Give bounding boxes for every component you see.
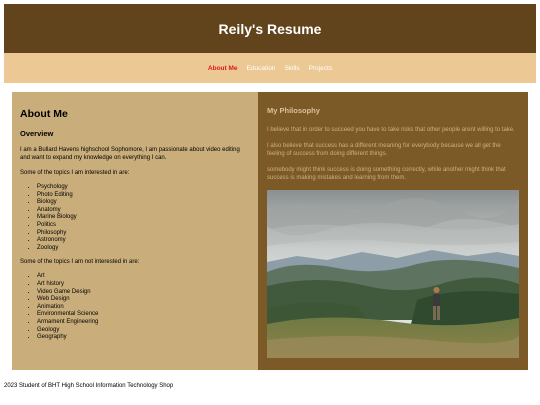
list-item: • Psychology — [37, 184, 250, 192]
list-item: • Animation — [37, 304, 250, 312]
overview-heading: Overview — [20, 129, 54, 138]
list-item: • Zoology — [37, 245, 250, 253]
list-item: • Biology — [37, 199, 250, 207]
footer-text: 2023 Student of BHT High School Information Technology Shop — [4, 383, 174, 389]
intro-text: I am a Bullard Havens highschool Sophomore, I am passionate about video editing and want to expand my knowledge on everything I can. — [20, 147, 240, 161]
nav-link-projects[interactable]: Projects — [308, 64, 333, 72]
philosophy-panel — [258, 92, 528, 370]
interested-list — [20, 184, 250, 252]
page-title: Reily's Resume — [218, 20, 322, 37]
list-item: • Philosophy — [37, 230, 250, 238]
list-item: • Geography — [37, 334, 250, 342]
philosophy-paragraph: I also believe that success has a different meaning for everybody because we all get the feeling of success from doing different things. — [267, 143, 501, 157]
philosophy-paragraph: somebody might think success is doing something correctly, while another might think that success is making mistakes and learning from them. — [267, 167, 506, 181]
not-interested-label: Some of the topics I am not interested in are: — [20, 259, 140, 266]
nav-link-about-me[interactable]: About Me — [207, 64, 238, 72]
philosophy-heading: My Philosophy — [267, 106, 320, 115]
list-item: • Art — [37, 273, 250, 281]
list-item: • Marine Biology — [37, 214, 250, 222]
list-item: • Video Game Design — [37, 289, 250, 297]
list-item: • Web Design — [37, 296, 250, 304]
nav-link-education[interactable]: Education — [246, 64, 276, 72]
nav-link-skills[interactable]: Skills — [284, 64, 300, 72]
nav-bar — [4, 53, 536, 83]
about-panel — [12, 92, 258, 370]
list-item: • Geology — [37, 327, 250, 335]
list-item: • Art history — [37, 281, 250, 289]
list-item: • Armament Engineering — [37, 319, 250, 327]
site-header — [4, 4, 536, 53]
hiker-mountain-photo — [267, 190, 519, 358]
list-item: • Politics — [37, 222, 250, 230]
list-item: • Photo Editing — [37, 192, 250, 200]
interested-label: Some of the topics I am interested in are: — [20, 170, 130, 176]
main-content — [12, 92, 528, 370]
list-item: • Astronomy — [37, 237, 250, 245]
about-heading: About Me — [20, 108, 68, 120]
philosophy-paragraph: I believe that in order to succeed you have to take risks that other people arent willing to take. — [267, 127, 515, 133]
list-item: • Environmental Science — [37, 311, 250, 319]
list-item: • Anatomy — [37, 207, 250, 215]
not-interested-list — [20, 273, 250, 341]
